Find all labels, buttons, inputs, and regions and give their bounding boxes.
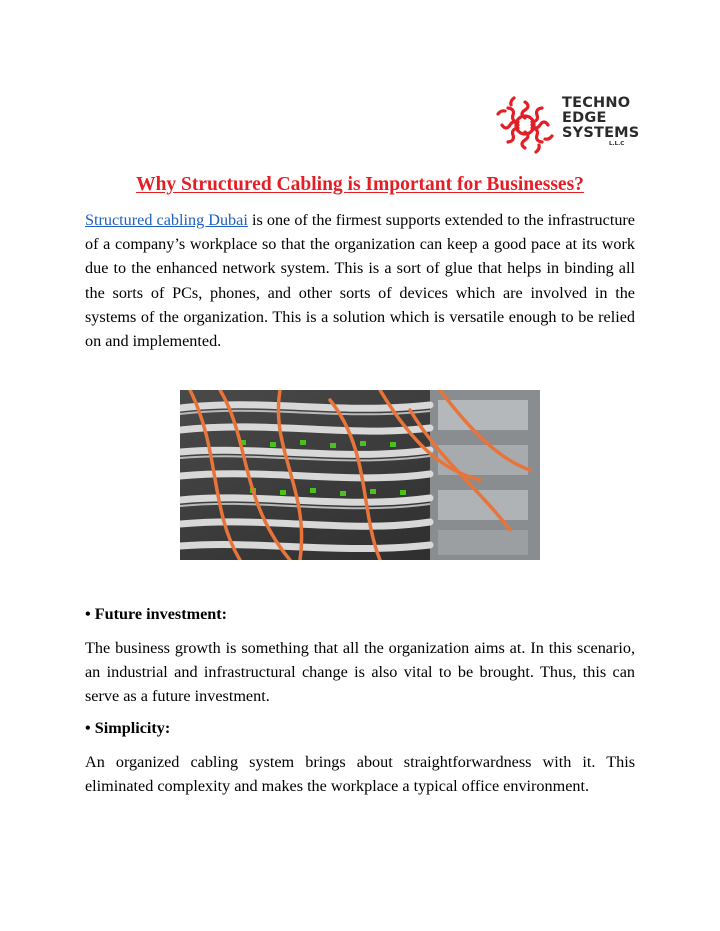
intro-paragraph bbox=[85, 208, 635, 353]
company-logo bbox=[492, 92, 642, 158]
section-heading-simplicity: • Simplicity: bbox=[85, 719, 171, 737]
logo-line-3: SYSTEMS bbox=[562, 125, 640, 141]
logo-wordmark bbox=[562, 96, 639, 141]
logo-suffix: L.L.C bbox=[609, 141, 625, 147]
section-body-simplicity: An organized cabling system brings about straightforwardness with it. This eliminated complexity and makes the workplace a typical office environment. bbox=[85, 753, 635, 796]
page-title: Why Structured Cabling is Important for Businesses? bbox=[136, 174, 584, 195]
section-heading-future-investment: • Future investment: bbox=[85, 605, 228, 623]
structured-cabling-link[interactable]: Structured cabling Dubai bbox=[85, 211, 248, 229]
section-body-future-investment: The business growth is something that all the organization aims at. In this scenario, an industrial and infrastructural change is also vital to be brought. Thus, this can serve as a future investment. bbox=[85, 639, 635, 706]
logo-line-1: TECHNO bbox=[562, 95, 631, 111]
intro-text: is one of the firmest supports extended to the infrastructure of a company’s workplace so that the organization can keep a good pace at its work due to the enhanced network system. This is a sort of glue that helps in binding all the sorts of PCs, phones, and other sorts of devices which are involved in the systems of the organization. This is a solution which is versatile enough to be relied on and implemented. bbox=[85, 211, 635, 351]
network-cables-photo bbox=[180, 390, 540, 560]
logo-line-2: EDGE bbox=[562, 110, 607, 126]
logo-mark-icon bbox=[492, 92, 558, 158]
